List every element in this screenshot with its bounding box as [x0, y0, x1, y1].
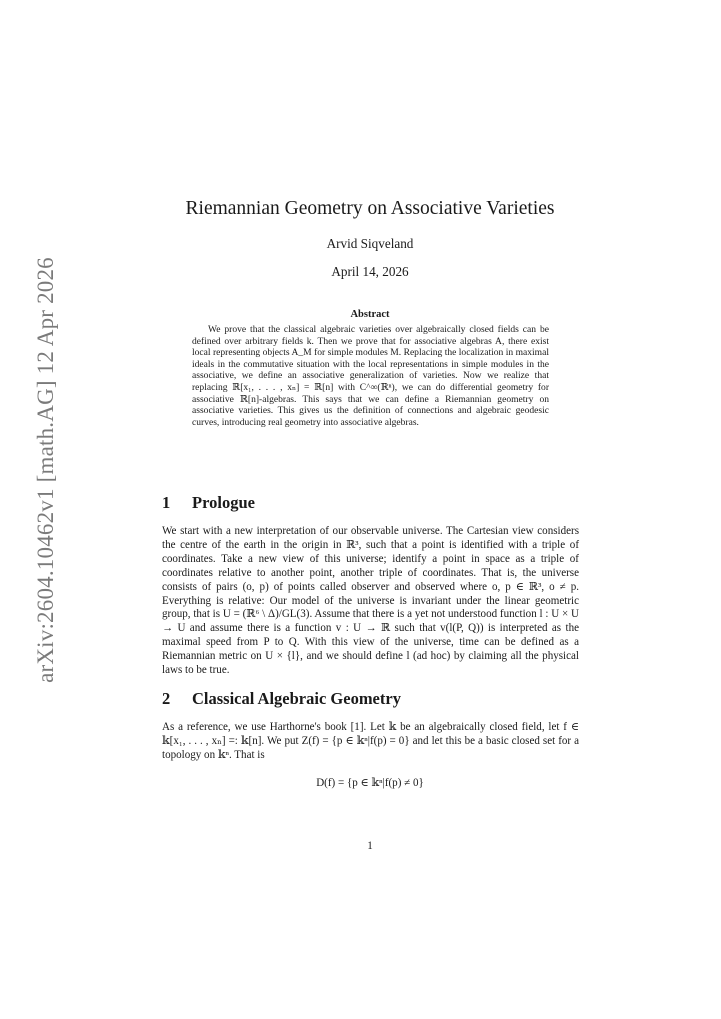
section-heading-classical-algebraic-geometry [162, 689, 582, 709]
section-title: Classical Algebraic Geometry [192, 689, 401, 708]
section-number: 2 [162, 689, 171, 708]
section-heading-prologue [162, 493, 582, 513]
paper-title: Riemannian Geometry on Associative Varieties [185, 198, 555, 219]
abstract-heading: Abstract [350, 309, 390, 320]
prologue-paragraph: We start with a new interpretation of our observable universe. The Cartesian view considers the centre of the earth in the origin in ℝ³, such that a point is identified with a triple of coordinates. Take a new view of this universe; identify a point in space as a triple of coordinates relative to another point, another triple of coordinates. That is, the universe consists of pairs (o, p) of points called observer and observed where o, p ∈ ℝ³, o ≠ p. Everything is relative: Our model of the universe is invariant under the linear geometric group, that is U = (ℝ⁶ \ Δ)/GL(3). Assume that there is a yet not understood function l : U × U → U and assume there is a function v : U → ℝ such that v(l(P, Q)) is interpreted as the maximal speed from P to Q. With this view of the universe, time can be defined as a Riemannian metric on U × {l}, and we should define l (ad hoc) by claiming all the physical laws to be true. [162, 525, 579, 677]
paper-date: April 14, 2026 [331, 264, 409, 279]
page-number: 1 [367, 840, 373, 852]
abstract-body: We prove that the classical algebraic varieties over algebraically closed fields can be defined over arbitrary fields k. Then we prove that for associative algebras A, there exist local representing objects A_M for simple modules M. Replacing the localization in maximal ideals in the commutative situation with the local representations in simple modules in the associative, we define an associative generalization of varieties. Now we realize that replacing ℝ[x₁, . . . , xₙ] = ℝ[n] with C^∞(ℝⁿ), we can do differential geometry for associative ℝ[n]-algebras. This says that we can define a Riemannian geometry on associative varieties. This gives us the definition of connections and algebraic geodesic curves, introducing real geometry into associative algebras. [192, 324, 549, 428]
display-equation: D(f) = {p ∈ 𝕜ⁿ|f(p) ≠ 0} [316, 777, 424, 789]
section-number: 1 [162, 493, 171, 512]
arxiv-identifier-stamp: arXiv:2604.10462v1 [math.AG] 12 Apr 2026 [33, 257, 58, 683]
classical-geometry-paragraph: As a reference, we use Harthorne's book [1]. Let 𝕜 be an algebraically closed field, let f ∈ 𝕜[x₁, . . . , xₙ] =: 𝕜[n]. We put Z(f) = {p ∈ 𝕜ⁿ|f(p) = 0} and let this be a basic closed set for a topology on 𝕜ⁿ. That is [162, 721, 579, 761]
author-name: Arvid Siqveland [326, 236, 414, 251]
section-title: Prologue [192, 493, 255, 512]
